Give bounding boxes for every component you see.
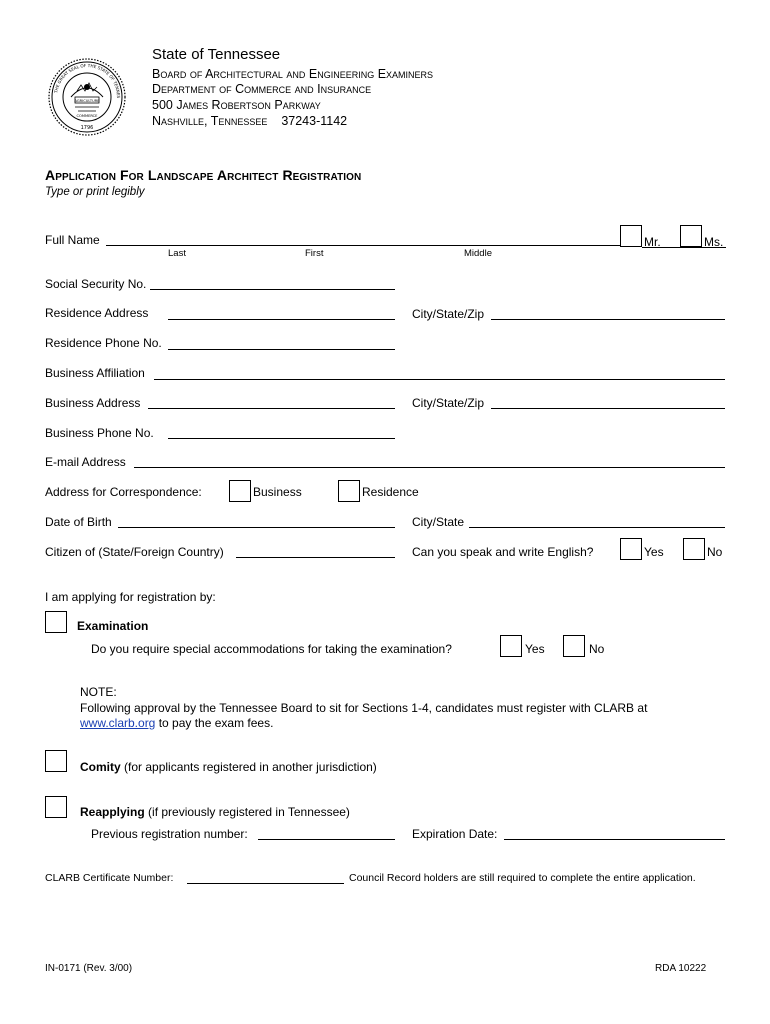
residence-address-field[interactable] [168,319,395,320]
english-yes-checkbox[interactable] [620,538,642,560]
mr-label: Mr. [644,235,661,249]
note-heading: NOTE: [80,685,117,699]
english-no-checkbox[interactable] [683,538,705,560]
business-phone-field[interactable] [168,438,395,439]
birth-city-state-field[interactable] [469,527,725,528]
ms-checkbox[interactable] [680,225,702,247]
clarb-link[interactable]: www.clarb.org [80,716,156,730]
reapplying-line [80,805,350,819]
english-yes-label: Yes [644,545,664,559]
residence-city-state-zip-label: City/State/Zip [412,307,485,321]
applying-label: I am applying for registration by: [45,590,216,604]
comity-description: (for applicants registered in another jurisdiction) [124,760,377,774]
header-city-line [152,113,347,130]
middle-label: Middle [464,248,492,259]
reapplying-label: Reapplying [80,805,145,819]
correspondence-residence-checkbox[interactable] [338,480,360,502]
clarb-note: Council Record holders are still required to complete the entire application. [349,872,696,884]
previous-registration-label: Previous registration number: [91,827,248,841]
reapplying-description: (if previously registered in Tennessee) [148,805,350,819]
business-address-label: Business Address [45,396,141,410]
business-address-field[interactable] [148,408,395,409]
business-city-state-zip-label: City/State/Zip [412,396,485,410]
accommodations-no-label: No [589,642,605,656]
form-subtitle: Type or print legibly [45,186,145,198]
expiration-date-label: Expiration Date: [412,827,498,841]
clarb-certificate-label: CLARB Certificate Number: [45,872,174,884]
header-zip: 37243-1142 [281,114,348,128]
correspondence-residence-label: Residence [362,485,419,499]
note-line-2 [80,716,273,730]
citizen-field[interactable] [236,557,395,558]
note-text-2: to pay the exam fees. [158,716,274,730]
residence-phone-label: Residence Phone No. [45,336,162,350]
full-name-field[interactable] [106,245,620,246]
previous-registration-field[interactable] [258,839,395,840]
english-label: Can you speak and write English? [412,545,594,559]
ms-label: Ms. [704,235,724,249]
last-label: Last [168,248,186,259]
ssn-label: Social Security No. [45,277,147,291]
reapplying-checkbox[interactable] [45,796,67,818]
english-no-label: No [707,545,723,559]
business-phone-label: Business Phone No. [45,426,154,440]
clarb-certificate-field[interactable] [187,883,344,884]
business-affiliation-field[interactable] [154,379,725,380]
correspondence-label: Address for Correspondence: [45,485,202,499]
examination-checkbox[interactable] [45,611,67,633]
accommodations-yes-label: Yes [525,642,545,656]
birth-city-state-label: City/State [412,515,465,529]
correspondence-business-label: Business [253,485,302,499]
form-number: IN-0171 (Rev. 3/00) [45,963,133,974]
comity-checkbox[interactable] [45,750,67,772]
residence-city-state-zip-field[interactable] [491,319,725,320]
residence-phone-field[interactable] [168,349,395,350]
seal-text: THE GREAT SEAL OF THE STATE OF TENNES [53,62,122,99]
comity-line [80,760,377,774]
seal-agriculture: AGRICULTURE [74,98,100,103]
accommodations-label: Do you require special accommodations for taking the examination? [91,642,452,656]
header-street: 500 James Robertson Parkway [152,98,321,112]
dob-field[interactable] [118,527,395,528]
comity-label: Comity [80,760,121,774]
correspondence-business-checkbox[interactable] [229,480,251,502]
business-city-state-zip-field[interactable] [491,408,725,409]
examination-label: Examination [77,619,149,633]
form-title: Application For Landscape Architect Registration [45,167,362,183]
accommodations-no-checkbox[interactable] [563,635,585,657]
header-dept: Department of Commerce and Insurance [152,82,372,96]
dob-label: Date of Birth [45,515,112,529]
email-label: E-mail Address [45,455,126,469]
ssn-field[interactable] [150,289,395,290]
header-board: Board of Architectural and Engineering Examiners [152,67,434,81]
full-name-label: Full Name [45,233,100,247]
expiration-date-field[interactable] [504,839,725,840]
rda-number: RDA 10222 [655,963,707,974]
salutation-underline [642,247,726,248]
seal-year: 1796 [80,125,94,131]
tennessee-seal [47,57,127,137]
note-text: Following approval by the Tennessee Board to sit for Sections 1-4, candidates must register with CLARB at [80,701,648,715]
first-label: First [305,248,324,259]
accommodations-yes-checkbox[interactable] [500,635,522,657]
mr-checkbox[interactable] [620,225,642,247]
business-affiliation-label: Business Affiliation [45,366,145,380]
seal-commerce: COMMERCE [76,114,98,118]
email-field[interactable] [134,467,725,468]
citizen-label: Citizen of (State/Foreign Country) [45,545,224,559]
header-city: Nashville, Tennessee [152,114,268,128]
header-state: State of Tennessee [152,46,281,63]
residence-address-label: Residence Address [45,306,149,320]
